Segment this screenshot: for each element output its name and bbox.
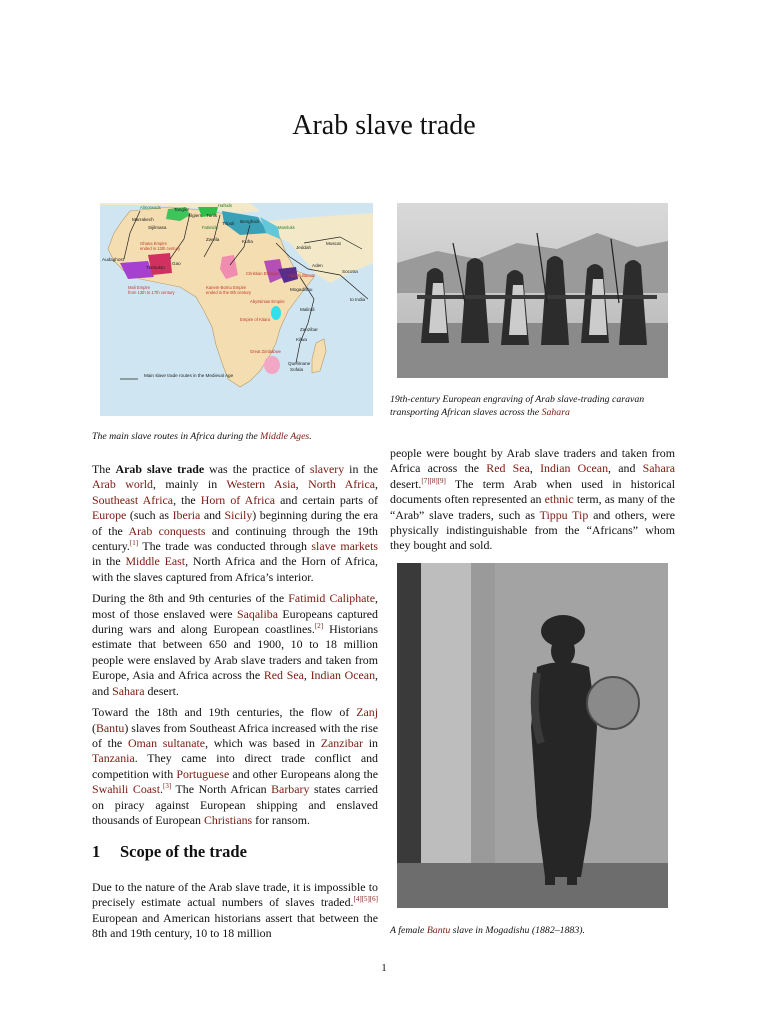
map-legend-label: Main slave trade routes in the Medieval Age [144, 373, 234, 378]
africa-slave-routes-map [100, 203, 373, 416]
page-number: 1 [381, 962, 387, 974]
map-label-timbuktu: Timbuktu [146, 265, 165, 270]
link-sahara-2[interactable]: Sahara [642, 461, 676, 476]
link-iberia[interactable]: Iberia [172, 508, 201, 523]
engraving-graphic [397, 203, 668, 378]
link-sahara-caption[interactable]: Sahara [541, 407, 570, 418]
map-label-tripoli: Tripoli [222, 221, 235, 226]
link-oman-sultanate[interactable]: Oman sultanate [127, 735, 206, 750]
map-label-ethiopia: Christian Ethiopia [246, 271, 279, 276]
map-label-sofala: Sofala [290, 367, 304, 372]
page-title: Arab slave trade [292, 110, 476, 141]
link-ethnic[interactable]: ethnic [544, 492, 574, 507]
map-label-tangier: Tangier [174, 207, 190, 212]
reference-2[interactable]: [2] [314, 622, 324, 631]
map-label-malindi: Malindi [300, 307, 315, 312]
link-horn-of-africa[interactable]: Horn of Africa [200, 492, 276, 507]
map-label-ghana-empire: Ghana Empire [140, 241, 167, 246]
link-sicily[interactable]: Sicily [224, 508, 253, 523]
link-bantu-caption[interactable]: Bantu [426, 925, 451, 936]
link-portuguese[interactable]: Portuguese [176, 766, 230, 781]
term-arab-slave-trade: Arab slave trade [115, 462, 205, 476]
bantu-woman-photo [397, 563, 668, 908]
link-sahara[interactable]: Sahara [112, 683, 145, 698]
map-label-mamluks: Mamluks [278, 225, 295, 230]
map-label-kanem-note: ended in the 8th century [206, 290, 251, 295]
right-column [390, 446, 675, 554]
map-label-zweila: Zweila [206, 237, 220, 242]
paragraph-fatimid: During the 8th and 9th centuries of the Fatimid Caliphate, most of those enslaved were Saqaliba Europeans captured during wars and along European coastlines.[2] Historians estimate that between 650 and 1900, 10 to 18 million people were enslaved by Arab slave traders and taken from Europe, Asia and Africa across the Red Sea, Indian Ocean, and Sahara desert. [92, 591, 379, 698]
link-southeast-africa[interactable]: Southeast Africa [92, 492, 174, 507]
map-label-gao: Gao [172, 261, 181, 266]
map-label-muscat: Muscat [326, 241, 341, 246]
reference-1[interactable]: [1] [129, 539, 139, 548]
link-tanzania[interactable]: Tanzania [92, 751, 135, 766]
link-christians[interactable]: Christians [203, 812, 253, 827]
link-indian-ocean[interactable]: Indian Ocean [310, 668, 376, 683]
map-label-sijilmasa: Sijilmasa [148, 225, 167, 230]
map-label-mogadishu: Mogadishu [290, 287, 313, 292]
photo-graphic [397, 563, 668, 908]
caravan-engraving [397, 203, 668, 378]
engraving-caption: 19th-century European engraving of Arab slave-trading caravan transporting African slaves across the Sahara [390, 394, 645, 418]
map-label-marrakech: Marrakech [132, 217, 154, 222]
link-indian-ocean-2[interactable]: Indian Ocean [540, 461, 609, 476]
map-label-abyssinian: Abyssinian Empire [250, 299, 285, 304]
link-barbary[interactable]: Barbary [271, 782, 310, 797]
map-label-ghana-note: ended in 13th century [140, 246, 181, 251]
map-label-quelimane: Quelimane [288, 361, 311, 366]
reference-4-5-6[interactable]: [4][5][6] [353, 895, 378, 904]
paragraph-zanj: Toward the 18th and 19th centuries, the flow of Zanj (Bantu) slaves from Southeast Africa increased with the rise of the Oman sultanate, which was based in Zanzibar in Tanzania. They came into direct trade conflict and competition with Portuguese and other Europeans along the Swahili Coast.[3] The North African Barbary states carried on piracy against European shipping and enslaved thousands of European Christians for ransom. [92, 705, 379, 827]
map-label-jeddah: Jeddah [296, 245, 312, 250]
map-label-kilwa: Kilwa [296, 337, 307, 342]
map-label-zimbabwe: Great Zimbabwe [250, 349, 281, 354]
map-label-audaghost: Audaghost [102, 257, 124, 262]
link-middle-east[interactable]: Middle East [125, 554, 186, 569]
map-label-mali-note: from 13th to 17th century [128, 290, 175, 295]
map-caption: The main slave routes in Africa during the Middle Ages. [92, 431, 312, 442]
map-label-fatimids: Fatimids [202, 225, 218, 230]
map-graphic [100, 203, 373, 416]
map-label-kufra: Kufra [242, 239, 253, 244]
map-label-aden: Aden [312, 263, 323, 268]
section-title: Scope of the trade [120, 842, 247, 861]
link-tippu-tip[interactable]: Tippu Tip [539, 507, 589, 522]
link-western-asia[interactable]: Western Asia [226, 477, 296, 492]
map-label-almoravids: Almoravids [140, 205, 161, 210]
link-arab-world[interactable]: Arab world [92, 477, 153, 492]
map-label-adal: Adal Sultanate [288, 273, 316, 278]
link-saqaliba[interactable]: Saqaliba [237, 606, 278, 621]
link-europe[interactable]: Europe [92, 508, 127, 523]
map-label-kanem: Kanem-Bornu Empire [206, 285, 247, 290]
paragraph-intro: The Arab slave trade was the practice of slavery in the Arab world, mainly in Western Asia, North Africa, Southeast Africa, the Horn of Africa and certain parts of Europe (such as Iberia and Sicily) beginning during the era of the Arab conquests and continuing through the 19th century.[1] The trade was conducted through slave markets in the Middle East, North Africa and the Horn of Africa, with the slaves captured from Africa’s interior. [92, 462, 379, 584]
map-label-algiers: Algiers [188, 213, 203, 218]
map-label-to-india: to India [350, 297, 366, 302]
map-label-tunis: Tunis [206, 213, 218, 218]
paragraph-scope: Due to the nature of the Arab slave trade, it is impossible to precisely estimate actual numbers of slaves traded.[4][5][6] European and American historians assert that between the 8th and 19th century, 10 to 18 million [92, 880, 378, 941]
reference-3[interactable]: [3] [162, 782, 172, 791]
link-red-sea-2[interactable]: Red Sea [486, 461, 530, 476]
map-label-socotra: Socotra [342, 269, 358, 274]
link-zanzibar[interactable]: Zanzibar [320, 735, 363, 750]
map-label-hafsids: Hafsids [218, 203, 232, 208]
paragraph-continued: people were bought by Arab slave traders and taken from Africa across the Red Sea, Indian Ocean, and Sahara desert.[7][8][9] The term Arab when used in historical documents often represented an ethnic term, as many of the “Arab” slave traders, such as Tippu Tip and others, were physically indistinguishable from the “Africans” whom they bought and sold. [390, 446, 676, 553]
link-arab-conquests[interactable]: Arab conquests [128, 523, 206, 538]
link-slave-markets[interactable]: slave markets [311, 539, 378, 554]
link-red-sea[interactable]: Red Sea [263, 668, 304, 683]
link-slavery[interactable]: slavery [309, 462, 345, 476]
section-number: 1 [92, 842, 101, 861]
link-north-africa[interactable]: North Africa [308, 477, 376, 492]
map-label-benghazi: Benghazi [240, 219, 260, 224]
photo-caption: A female Bantu slave in Mogadishu (1882–1883). [390, 925, 585, 936]
link-swahili-coast[interactable]: Swahili Coast [92, 782, 160, 797]
link-zanj[interactable]: Zanj [356, 705, 378, 720]
link-fatimid-caliphate[interactable]: Fatimid Caliphate [288, 591, 376, 606]
left-column [92, 462, 378, 828]
link-bantu[interactable]: Bantu [95, 720, 125, 735]
map-label-zanzibar: Zanzibar [300, 327, 318, 332]
section-heading [92, 842, 247, 862]
reference-7-8-9[interactable]: [7][8][9] [421, 476, 446, 485]
map-label-kitara: Empire of Kitara [240, 317, 271, 322]
map-label-mali-empire: Mali Empire [128, 285, 151, 290]
link-middle-ages[interactable]: Middle Ages [260, 431, 310, 442]
